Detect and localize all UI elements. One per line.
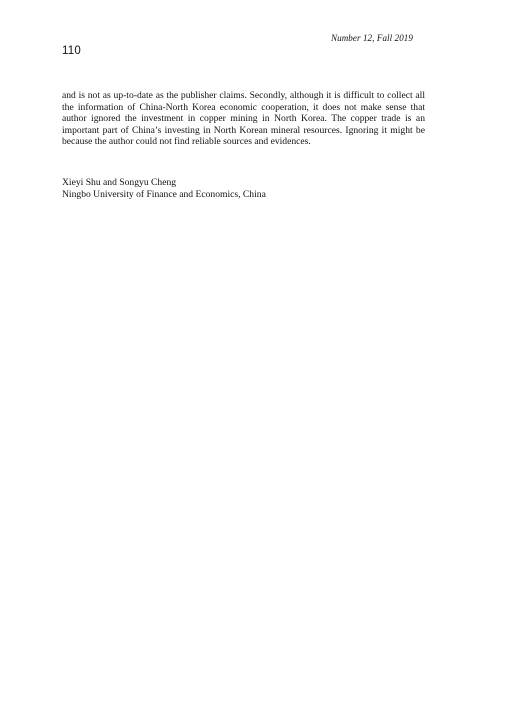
page-number: 110 bbox=[62, 45, 81, 57]
body-paragraph: and is not as up-to-date as the publisher claims. Secondly, although it is difficult to collect all the information of China-North Korea economic cooperation, it does not make sense that author ignored the investment in copper mining in North Korea. The copper trade is an important part of China’s investing in North Korean mineral resources. Ignoring it might be because the author could not find reliable sources and evidences. bbox=[62, 90, 425, 148]
author-names: Xieyi Shu and Songyu Cheng bbox=[62, 177, 177, 188]
review-signature bbox=[62, 177, 266, 200]
running-header: Number 12, Fall 2019 bbox=[331, 33, 413, 43]
author-affiliation: Ningbo University of Finance and Economics, China bbox=[62, 188, 266, 200]
